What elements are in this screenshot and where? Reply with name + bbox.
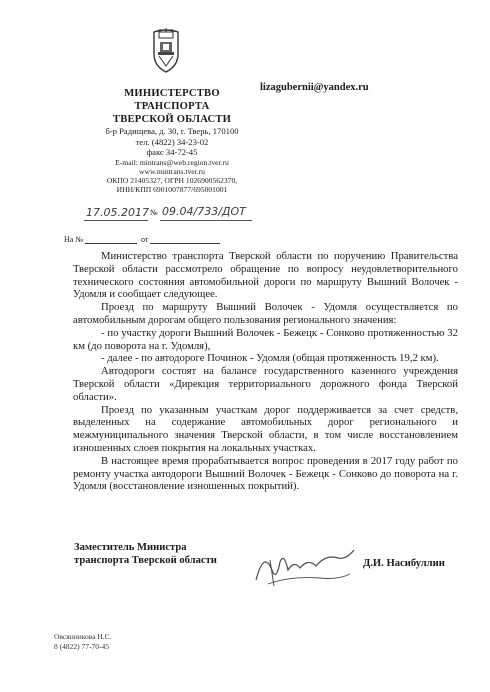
body-paragraph-5: Автодороги состоят на балансе государственного казенного учреждения Тверской области «Дирекция территориального дорожного фонда Тверской области». bbox=[73, 365, 458, 403]
reference-number-blank bbox=[85, 235, 137, 244]
executor-name: Овсянникова Н.С. bbox=[54, 632, 112, 641]
body-paragraph-2: Проезд по маршруту Вышний Волочек - Удомля осуществляется по автомобильным дорогам общего пользования регионального значения: bbox=[73, 301, 458, 326]
handwritten-signature-icon bbox=[250, 540, 360, 590]
tver-coat-of-arms-icon bbox=[148, 28, 184, 74]
signatory-title-line-1: Заместитель Министра bbox=[74, 542, 187, 553]
org-address: б-р Радищева, д. 30, г. Тверь, 170100 bbox=[105, 126, 239, 136]
registration-number-label: № bbox=[150, 208, 158, 217]
body-paragraph-6: Проезд по указанным участкам дорог поддерживается за счет средств, выделенных на содержание автомобильных дорог регионального и межмуниципального значения Тверской области, в том числе восстановлением изношенных слоев покрытия на локальных участках. bbox=[73, 403, 458, 454]
reference-line bbox=[64, 235, 220, 244]
reference-from-label: от bbox=[140, 235, 149, 244]
body-paragraph-3: - по участку дороги Вышний Волочек - Бежецк - Сонково протяженностью 32 км (до поворота на г. Удомля), bbox=[73, 326, 458, 352]
org-phone: тел. (4822) 34-23-02 bbox=[135, 136, 209, 147]
letter-body bbox=[73, 250, 458, 493]
registration-date: 17.05.2017 bbox=[86, 206, 149, 219]
org-fax: факс 34-72-45 bbox=[146, 147, 198, 158]
recipient-email: lizagubernii@yandex.ru bbox=[260, 82, 369, 93]
org-website: www.mintrans.tver.ru bbox=[139, 166, 205, 176]
date-underline bbox=[84, 220, 148, 221]
body-paragraph-1: Министерство транспорта Тверской области по поручению Правительства Тверской области рассмотрело обращение по вопросу неудовлетворительного технического состояния автомобильной дороги по маршруту Вышний Волочек - Удомля и сообщает следующее. bbox=[73, 250, 458, 301]
reference-label: На № bbox=[64, 235, 83, 244]
org-name-line-2: ТРАНСПОРТА bbox=[134, 101, 210, 112]
number-underline bbox=[160, 220, 252, 221]
letterhead bbox=[52, 87, 292, 195]
registration-number: 09.04/733/ДОТ bbox=[162, 205, 246, 218]
signer-name: Д.И. Насибуллин bbox=[363, 558, 445, 569]
org-okpo-ogrn: ОКПО 21405327, ОГРН 1026900562370, bbox=[106, 176, 238, 186]
signatory-title-line-2: транспорта Тверской области bbox=[74, 555, 217, 566]
org-name-line-1: МИНИСТЕРСТВО bbox=[124, 88, 220, 99]
body-paragraph-4: - далее - по автодороге Починок - Удомля (общая протяженность 19,2 км). bbox=[101, 352, 439, 365]
body-paragraph-7: В настоящее время прорабатывается вопрос проведения в 2017 году работ по ремонту участка автодороги Вышний Волочек - Бежецк - Сонково до поворота на г. Удомля (восстановление изношенных покрытий). bbox=[73, 454, 458, 493]
executor-phone: 8 (4822) 77-70-45 bbox=[54, 641, 109, 651]
org-name-line-3: ТВЕРСКОЙ ОБЛАСТИ bbox=[112, 114, 232, 125]
reference-date-blank bbox=[150, 235, 220, 244]
signatory-title bbox=[74, 541, 217, 567]
org-email: E-mail: mintrans@web.region.tver.ru bbox=[115, 157, 229, 167]
org-inn-kpp: ИНН/КПП 6901007877/695001001 bbox=[116, 185, 228, 195]
executor-info bbox=[54, 632, 112, 651]
